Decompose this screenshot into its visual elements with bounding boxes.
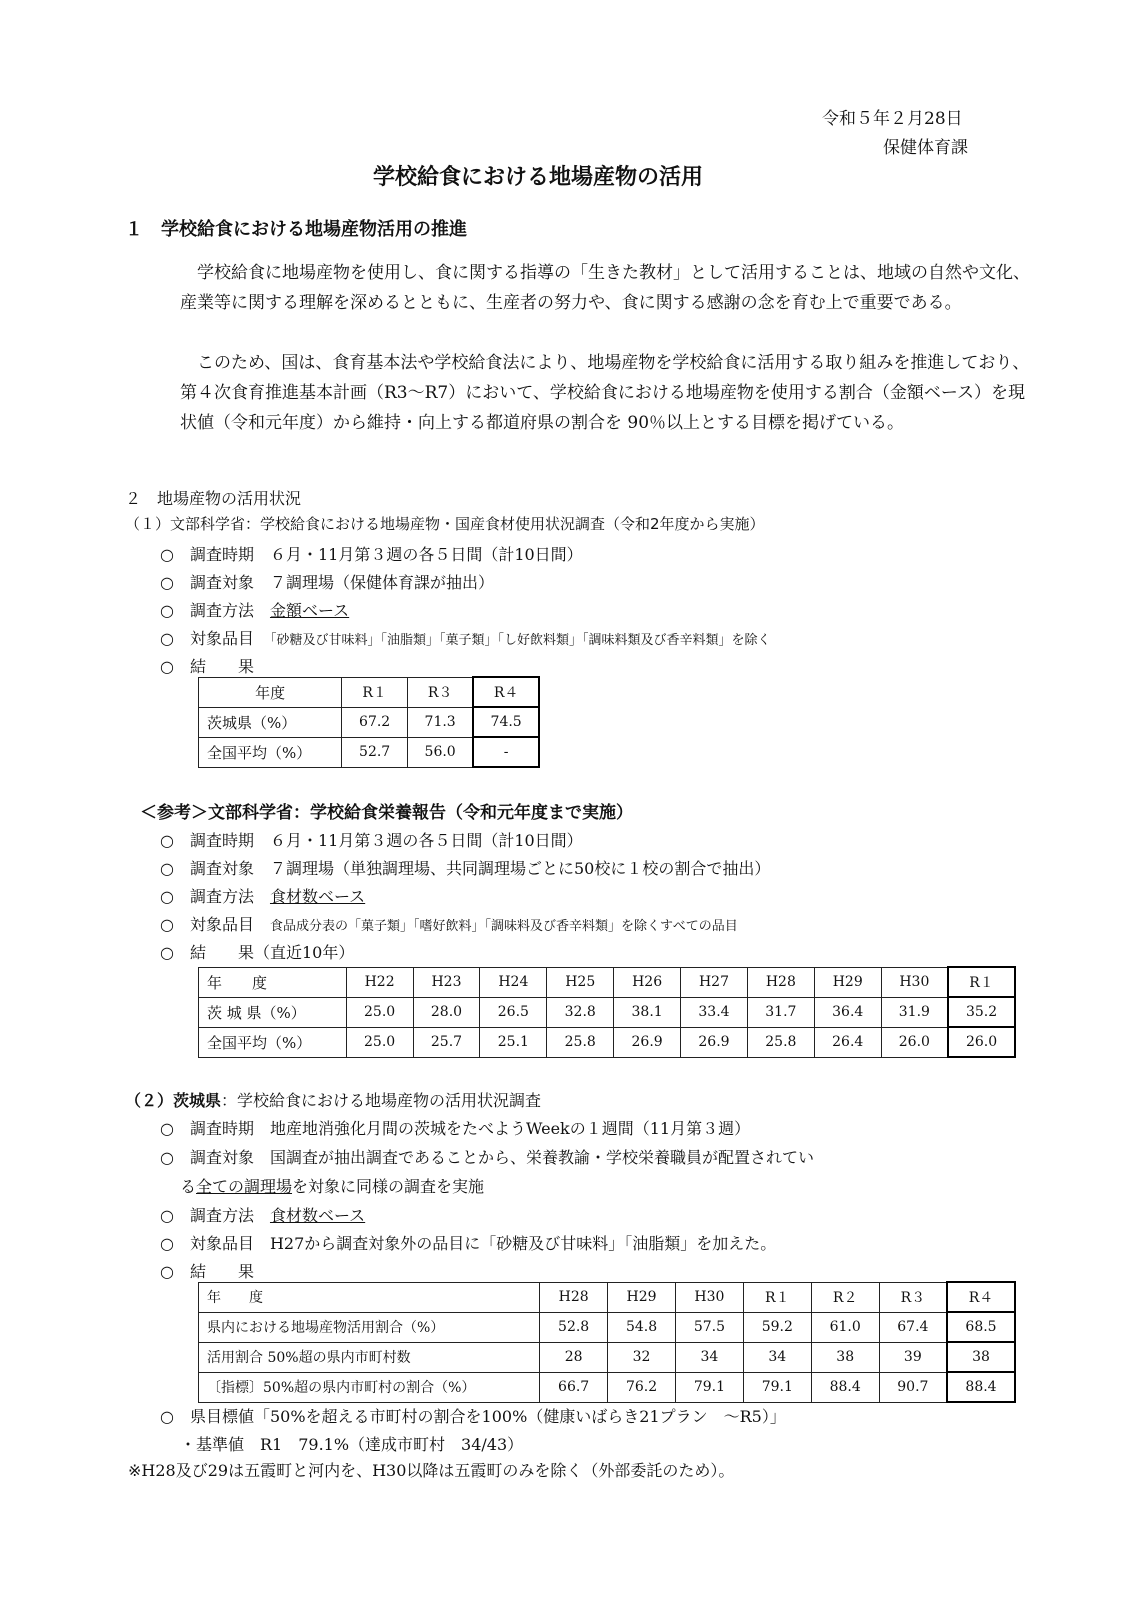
table-cell: 71.3	[408, 707, 474, 737]
table-header-cell: H29	[608, 1282, 676, 1312]
table-row-label: 茨 城 県（%）	[199, 997, 347, 1027]
table-cell: 35.2	[948, 997, 1015, 1027]
s2-item-target-line2: る全ての調理場を対象に同様の調査を実施	[180, 1177, 485, 1196]
table-header-cell: H23	[413, 967, 480, 997]
s2-method-value: 食材数ベース	[269, 1206, 366, 1225]
table-header-cell: R３	[408, 677, 474, 707]
table-cell: 54.8	[608, 1312, 676, 1342]
table-row	[199, 967, 1016, 997]
table-cell: 28.0	[413, 997, 480, 1027]
table-row	[199, 737, 540, 767]
table-header-cell: R４	[947, 1282, 1015, 1312]
table-cell: 28	[540, 1342, 608, 1372]
table-header-cell: R１	[743, 1282, 811, 1312]
ref-item-time: ○ 調査時期 ６月・11月第３週の各５日間（計10日間）	[160, 831, 583, 850]
table-header-cell: H25	[547, 967, 614, 997]
table-cell: 34	[675, 1342, 743, 1372]
section1-paragraph-2: このため、国は、食育基本法や学校給食法により、地場産物を学校給食に活用する取り組みを推進しており、第４次食育推進基本計画（R3～R7）において、学校給食における地場産物を使用する割合（金額ベース）を現状値（令和元年度）から維持・向上する都道府県の割合を 90％以上とする目標を掲げている。	[180, 353, 1030, 433]
ref-item-result: ○ 結 果（直近10年）	[160, 943, 355, 962]
table-cell: 67.4	[879, 1312, 947, 1342]
table-row	[199, 997, 1016, 1027]
s1-result-table	[198, 676, 540, 768]
s2-item-items: ○ 対象品目 H27から調査対象外の品目に「砂糖及び甘味料」「油脂類」を加えた。	[160, 1234, 777, 1253]
table-header-cell: R３	[879, 1282, 947, 1312]
table-cell: 25.0	[346, 1027, 413, 1057]
table-row	[199, 677, 540, 707]
ref-item-items: ○ 対象品目 食品成分表の「菓子類」「嗜好飲料」「調味料及び香辛料類」を除くすべての品目	[160, 915, 738, 934]
table-header-cell: H22	[346, 967, 413, 997]
s1-item-time: ○ 調査時期 ６月・11月第３週の各５日間（計10日間）	[160, 545, 583, 564]
table-cell: 61.0	[811, 1312, 879, 1342]
table-header-cell: H26	[614, 967, 681, 997]
table-cell: 26.0	[881, 1027, 948, 1057]
table-header-cell: H30	[675, 1282, 743, 1312]
table-cell: 26.0	[948, 1027, 1015, 1057]
department-name: 保健体育課	[883, 138, 968, 158]
table-cell: 76.2	[608, 1372, 676, 1402]
table-row	[199, 707, 540, 737]
table-cell: 56.0	[408, 737, 474, 767]
s2-result-table	[198, 1281, 1016, 1403]
page-title: 学校給食における地場産物の活用	[373, 165, 704, 190]
table-cell: 38	[811, 1342, 879, 1372]
table-cell: 34	[743, 1342, 811, 1372]
table-row-label: 全国平均（%）	[199, 1027, 347, 1057]
table-cell: -	[473, 737, 539, 767]
subsection2-heading: （２）茨城県：学校給食における地場産物の活用状況調査	[125, 1091, 542, 1110]
table-cell: 31.7	[747, 997, 814, 1027]
table-cell: 38	[947, 1342, 1015, 1372]
table-cell: 25.8	[747, 1027, 814, 1057]
table-row-label: 茨城県（%）	[199, 707, 342, 737]
s2-baseline: ・基準値 R1 79.1%（達成市町村 34/43）	[180, 1435, 524, 1454]
table-header-cell: H30	[881, 967, 948, 997]
table-cell: 33.4	[681, 997, 748, 1027]
section1-heading: １ 学校給食における地場産物活用の推進	[125, 219, 467, 240]
s1-item-method: ○ 調査方法 金額ベース	[160, 601, 350, 620]
section1-paragraph-1: 学校給食に地場産物を使用し、食に関する指導の「生きた教材」として活用することは、地域の自然や文化、産業等に関する理解を深めるとともに、生産者の努力や、食に関する感謝の念を育む上で重要である。	[180, 263, 1030, 313]
table-header-cell: 年 度	[199, 1282, 540, 1312]
table-cell: 59.2	[743, 1312, 811, 1342]
table-cell: 25.1	[480, 1027, 547, 1057]
table-cell: 68.5	[947, 1312, 1015, 1342]
table-header-cell: 年度	[199, 677, 342, 707]
table-row-label: 〔指標〕50%超の県内市町村の割合（%）	[199, 1372, 540, 1402]
table-cell: 26.4	[814, 1027, 881, 1057]
table-cell: 90.7	[879, 1372, 947, 1402]
table-row	[199, 1342, 1016, 1372]
table-row-label: 活用割合 50%超の県内市町村数	[199, 1342, 540, 1372]
table-header-cell: H27	[681, 967, 748, 997]
s1-items-value: 「砂糖及び甘味料」「油脂類」「菓子類」「し好飲料類」「調味料類及び香辛料類」を除く	[269, 633, 771, 648]
s2-item-target-line1: ○ 調査対象 国調査が抽出調査であることから、栄養教諭・学校栄養職員が配置されてい	[160, 1148, 814, 1167]
table-header-cell: H28	[540, 1282, 608, 1312]
table-row	[199, 1027, 1016, 1057]
ref-item-method: ○ 調査方法 食材数ベース	[160, 887, 366, 906]
ref-item-target: ○ 調査対象 ７調理場（単独調理場、共同調理場ごとに50校に１校の割合で抽出）	[160, 859, 771, 878]
table-cell: 26.9	[614, 1027, 681, 1057]
table-row	[199, 1312, 1016, 1342]
s2-item-method: ○ 調査方法 食材数ベース	[160, 1206, 366, 1225]
s2-goal: ○ 県目標値「50%を超える市町村の割合を100%（健康いばらき21プラン ～R5）」	[160, 1407, 786, 1426]
table-cell: 66.7	[540, 1372, 608, 1402]
table-cell: 31.9	[881, 997, 948, 1027]
table-row-label: 県内における地場産物活用割合（%）	[199, 1312, 540, 1342]
ref-items-value: 食品成分表の「菓子類」「嗜好飲料」「調味料及び香辛料類」を除くすべての品目	[269, 919, 738, 934]
subsection1-heading: （１）文部科学省：学校給食における地場産物・国産食材使用状況調査（令和2年度から実施）	[125, 515, 765, 533]
table-row-label: 全国平均（%）	[199, 737, 342, 767]
table-header-cell: R２	[811, 1282, 879, 1312]
table-header-cell: H29	[814, 967, 881, 997]
s2-item-time: ○ 調査時期 地産地消強化月間の茨城をたべようWeekの１週間（11月第３週）	[160, 1119, 751, 1138]
table-header-cell: R１	[342, 677, 408, 707]
table-header-cell: 年 度	[199, 967, 347, 997]
table-cell: 67.2	[342, 707, 408, 737]
table-cell: 79.1	[743, 1372, 811, 1402]
table-row	[199, 1282, 1016, 1312]
table-header-cell: H28	[747, 967, 814, 997]
s1-item-target: ○ 調査対象 ７調理場（保健体育課が抽出）	[160, 573, 494, 592]
s1-item-items: ○ 対象品目 「砂糖及び甘味料」「油脂類」「菓子類」「し好飲料類」「調味料類及び香辛料類」を除く	[160, 629, 771, 648]
table-cell: 25.7	[413, 1027, 480, 1057]
table-header-cell: H24	[480, 967, 547, 997]
table-cell: 25.8	[547, 1027, 614, 1057]
table-cell: 39	[879, 1342, 947, 1372]
table-row	[199, 1372, 1016, 1402]
table-cell: 57.5	[675, 1312, 743, 1342]
table-cell: 32.8	[547, 997, 614, 1027]
document-date: 令和５年２月28日	[822, 109, 963, 129]
table-cell: 88.4	[811, 1372, 879, 1402]
s2-item-result: ○ 結 果	[160, 1262, 254, 1281]
table-cell: 88.4	[947, 1372, 1015, 1402]
table-cell: 38.1	[614, 997, 681, 1027]
s1-method-value: 金額ベース	[269, 601, 350, 620]
section2-heading: ２ 地場産物の活用状況	[125, 489, 302, 508]
table-header-cell: R１	[948, 967, 1015, 997]
ref-method-value: 食材数ベース	[269, 887, 366, 906]
table-cell: 52.7	[342, 737, 408, 767]
reference-heading: ＜参考＞文部科学省：学校給食栄養報告（令和元年度まで実施）	[140, 803, 633, 823]
s2-footnote: ※H28及び29は五霞町と河内を、H30以降は五霞町のみを除く（外部委託のため）。	[128, 1461, 735, 1480]
table-cell: 26.9	[681, 1027, 748, 1057]
table-cell: 26.5	[480, 997, 547, 1027]
table-cell: 52.8	[540, 1312, 608, 1342]
table-cell: 36.4	[814, 997, 881, 1027]
ref-result-table	[198, 966, 1016, 1058]
table-header-cell: R４	[473, 677, 539, 707]
table-cell: 32	[608, 1342, 676, 1372]
table-cell: 79.1	[675, 1372, 743, 1402]
table-cell: 74.5	[473, 707, 539, 737]
s1-item-result: ○ 結 果	[160, 657, 254, 676]
table-cell: 25.0	[346, 997, 413, 1027]
